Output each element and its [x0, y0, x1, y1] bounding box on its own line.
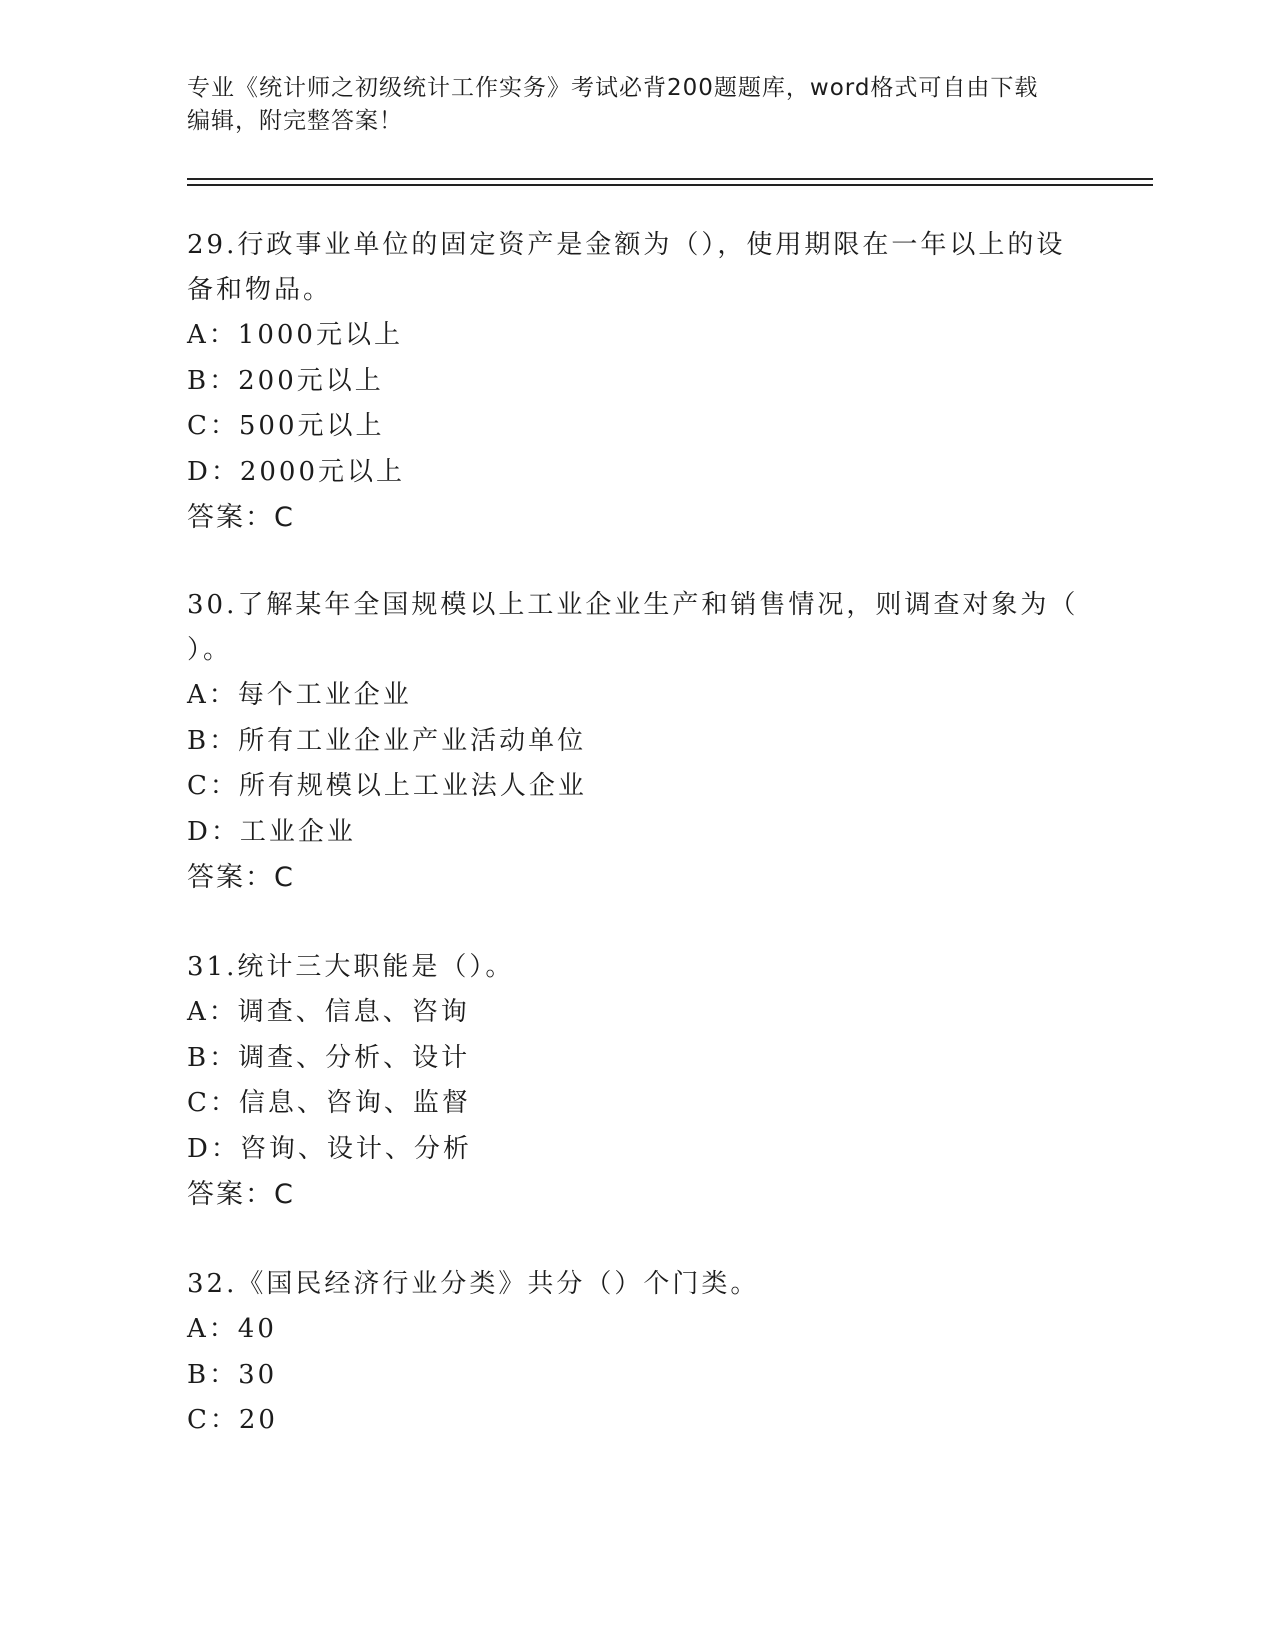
- question-stem-line: 备和物品。: [187, 275, 333, 305]
- document-header: [187, 72, 1087, 138]
- question-stem-line: ）。: [187, 635, 233, 665]
- option-c: C：所有规模以上工业法人企业: [187, 771, 587, 801]
- question-stem-line: 30.了解某年全国规模以上工业企业生产和销售情况，则调查对象为（: [187, 590, 1079, 620]
- header-line-1: 专业《统计师之初级统计工作实务》考试必背200题题库，word格式可自由下载: [187, 75, 1039, 101]
- answer-label: 答案：C: [187, 1179, 295, 1210]
- question-30: [187, 583, 1087, 900]
- question-31: [187, 945, 1087, 1217]
- question-stem-line: 32.《国民经济行业分类》共分（）个门类。: [187, 1269, 760, 1299]
- question-29: [187, 223, 1087, 540]
- option-d: D：工业企业: [187, 816, 356, 847]
- question-stem: [187, 223, 1087, 313]
- option-b: B：30: [187, 1359, 278, 1390]
- option-c: C：500元以上: [187, 411, 385, 441]
- option-b: B：所有工业企业产业活动单位: [187, 725, 587, 756]
- option-a: A：1000元以上: [187, 320, 403, 350]
- option-d: D：咨询、设计、分析: [187, 1133, 472, 1164]
- answer-label: 答案：C: [187, 502, 295, 533]
- question-stem-line: 31.统计三大职能是（）。: [187, 952, 515, 982]
- question-stem-line: 29.行政事业单位的固定资产是金额为（），使用期限在一年以上的设: [187, 230, 1066, 260]
- question-32: [187, 1262, 1087, 1444]
- option-c: C：信息、咨询、监督: [187, 1088, 471, 1118]
- header-divider-top: [187, 178, 1153, 180]
- answer-label: 答案：C: [187, 862, 295, 893]
- question-stem: [187, 1262, 1087, 1307]
- option-b: B：调查、分析、设计: [187, 1042, 471, 1073]
- header-divider-bottom: [187, 184, 1153, 186]
- question-stem: [187, 945, 1087, 990]
- option-c: C：20: [187, 1405, 278, 1435]
- header-line-2: 编辑，附完整答案！: [187, 108, 403, 134]
- option-a: A：40: [187, 1314, 277, 1344]
- question-stem: [187, 583, 1087, 673]
- option-a: A：每个工业企业: [187, 680, 412, 710]
- option-a: A：调查、信息、咨询: [187, 997, 470, 1027]
- option-b: B：200元以上: [187, 365, 384, 396]
- option-d: D：2000元以上: [187, 456, 406, 487]
